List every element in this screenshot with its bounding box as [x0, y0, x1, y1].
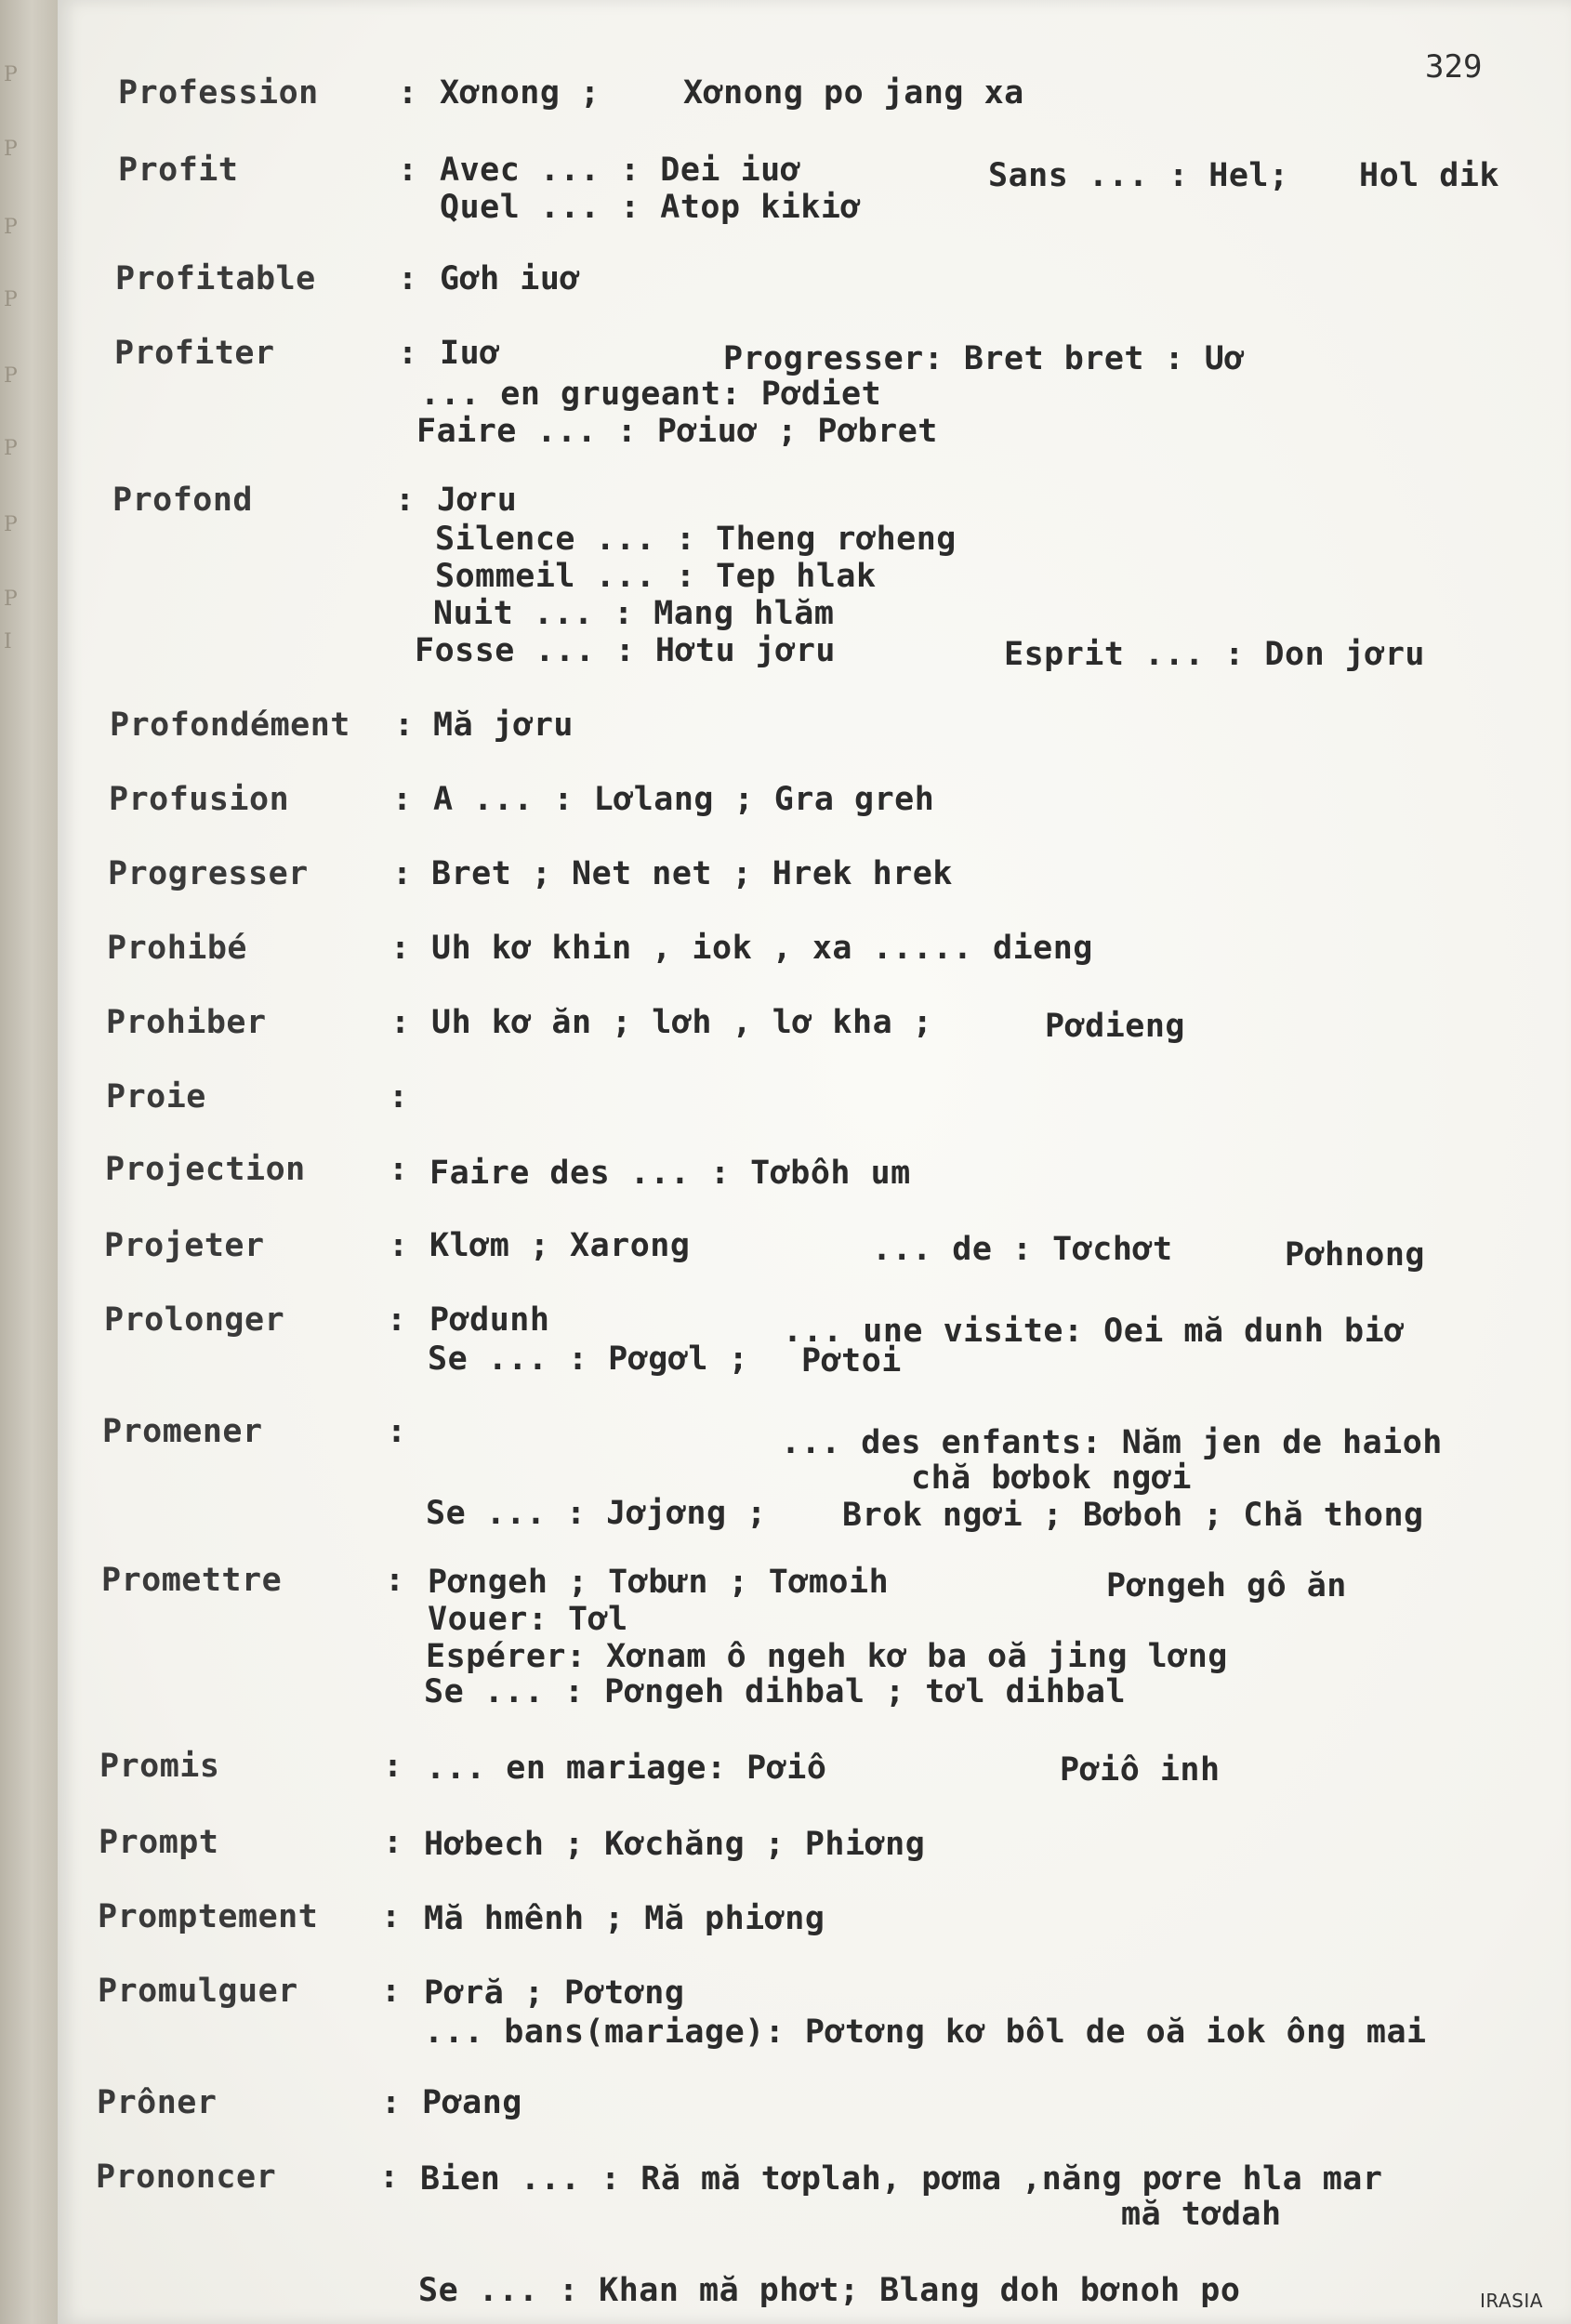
separator-colon: : [381, 2084, 402, 2121]
translation-line: Espérer: Xơnam ô ngeh kơ ba oă jing lơng [426, 1638, 1228, 1675]
separator-colon: : [398, 152, 418, 189]
headword: Prompt [99, 1824, 219, 1861]
margin-letter: P [4, 63, 18, 86]
translation-line: Pơhnong [1285, 1236, 1426, 1274]
translation-line: Sans ... : Hel; [988, 157, 1289, 194]
separator-colon: : [395, 482, 416, 519]
source-watermark: IRASIA [1480, 2290, 1543, 2312]
margin-letter: P [4, 513, 18, 536]
headword: Profit [118, 152, 239, 189]
separator-colon: : [379, 2159, 400, 2196]
separator-colon: : [389, 1078, 409, 1116]
translation-line: ... des enfants: Năm jen de haioh [781, 1424, 1443, 1461]
headword: Profitable [115, 260, 316, 297]
translation-line: Uh kơ ăn ; lơh , lơ kha ; [431, 1004, 933, 1041]
margin-letter: P [4, 216, 18, 239]
separator-colon: : [392, 855, 413, 892]
separator-colon: : [383, 1748, 403, 1785]
margin-letter: P [4, 364, 18, 388]
translation-line: Pơang [422, 2084, 522, 2121]
translation-line: Hol dik [1359, 157, 1500, 194]
page-number: 329 [1425, 48, 1483, 86]
separator-colon: : [398, 74, 418, 112]
margin-letter: P [4, 138, 18, 161]
translation-line: Xơnong ; [440, 74, 601, 112]
translation-line: Xơnong po jang xa [683, 74, 1024, 112]
separator-colon: : [398, 260, 418, 297]
translation-line: Pơră ; Pơtơng [424, 1974, 685, 2012]
separator-colon: : [387, 1301, 407, 1339]
separator-colon: : [381, 1898, 402, 1935]
headword: Proie [106, 1078, 206, 1116]
translation-line: Bret ; Net net ; Hrek hrek [431, 855, 953, 892]
headword: Profondément [110, 706, 350, 744]
translation-line: Pơngeh gô ăn [1106, 1567, 1347, 1604]
headword: Prohiber [106, 1004, 267, 1041]
margin-letter: P [4, 437, 18, 460]
headword: Promis [99, 1748, 220, 1785]
headword: Prohibé [107, 930, 248, 967]
translation-line: Gơh iuơ [440, 260, 581, 297]
translation-line: Mă jơru [433, 706, 574, 744]
translation-line: Sommeil ... : Tep hlak [435, 558, 877, 595]
headword: Promulguer [98, 1973, 298, 2010]
headword: Promettre [101, 1562, 283, 1599]
translation-line: Pơdunh [429, 1301, 550, 1339]
translation-line: ... bans(mariage): Pơtơng kơ bôl de oă iok ông mai [424, 2014, 1427, 2051]
translation-line: Bien ... : Ră mă tơplah, pơma ,năng pơre hla mar [420, 2160, 1383, 2198]
translation-line: Klơm ; Xarong [429, 1227, 691, 1264]
translation-line: Iuơ [440, 335, 500, 372]
margin-letter: P [4, 588, 18, 611]
translation-line: ... en mariage: Pơiô [426, 1750, 827, 1787]
translation-line: Uh kơ khin , iok , xa ..... dieng [431, 930, 1093, 967]
translation-line: Fosse ... : Hơtu jơru [415, 632, 837, 669]
separator-colon: : [387, 1413, 407, 1450]
headword: Prononcer [96, 2159, 277, 2196]
translation-line: Nuit ... : Mang hlăm [433, 595, 835, 632]
separator-colon: : [385, 1562, 405, 1599]
headword: Projeter [104, 1227, 265, 1264]
translation-line: A ... : Lơlang ; Gra greh [433, 781, 935, 818]
translation-line: Se ... : Pơngeh dihbal ; tơl dihbal [424, 1673, 1127, 1710]
separator-colon: : [389, 1151, 409, 1188]
translation-line: Se ... : Khan mă phơt; Blang doh bơnoh po [418, 2272, 1241, 2309]
separator-colon: : [390, 1004, 411, 1041]
headword: Profond [112, 482, 254, 519]
headword: Prôner [97, 2084, 218, 2121]
translation-line: mă tơdah [1121, 2196, 1282, 2233]
translation-line: Pơiô inh [1060, 1751, 1221, 1789]
translation-line: Silence ... : Theng rơheng [435, 521, 957, 558]
headword: Progresser [108, 855, 309, 892]
separator-colon: : [383, 1824, 403, 1861]
translation-line: ... en grugeant: Pơdiet [420, 376, 882, 413]
translation-line: Pơtoi [801, 1342, 902, 1380]
translation-line: Se ... : Jơjơng ; [426, 1495, 767, 1532]
translation-line: Esprit ... : Don jơru [1004, 636, 1426, 673]
headword: Profession [118, 74, 319, 112]
headword: Promener [102, 1413, 263, 1450]
translation-line: Se ... : Pơgơl ; [428, 1340, 749, 1378]
translation-line: Avec ... : Dei iuơ [440, 152, 801, 189]
translation-line: ... de : Tơchơt [872, 1231, 1173, 1268]
headword: Promptement [98, 1898, 319, 1935]
margin-letter: P [4, 288, 18, 311]
headword: Projection [105, 1151, 306, 1188]
separator-colon: : [390, 930, 411, 967]
translation-line: Quel ... : Atop kikiơ [440, 189, 862, 226]
translation-line: Brok ngơi ; Bơboh ; Chă thong [842, 1497, 1424, 1534]
translation-line: Pơngeh ; Tơbưn ; Tơmoih [428, 1564, 890, 1601]
translation-line: Hơbech ; Kơchăng ; Phiơng [424, 1826, 926, 1863]
translation-line: Pơdieng [1045, 1008, 1186, 1045]
translation-line: Jơru [437, 482, 518, 519]
separator-colon: : [389, 1227, 409, 1264]
translation-line: ... une visite: Oei mă dunh biơ [783, 1313, 1405, 1350]
translation-line: Vouer: Tơl [428, 1601, 628, 1638]
separator-colon: : [392, 781, 413, 818]
translation-line: Faire ... : Pơiuơ ; Pơbret [416, 413, 938, 450]
book-binding [0, 0, 59, 2324]
headword: Prolonger [104, 1301, 285, 1339]
separator-colon: : [394, 706, 415, 744]
separator-colon: : [381, 1973, 402, 2010]
headword: Profusion [109, 781, 290, 818]
separator-colon: : [398, 335, 418, 372]
translation-line: Progresser: Bret bret : Uơ [723, 340, 1245, 377]
margin-letter: I [4, 630, 12, 654]
translation-line: Mă hmênh ; Mă phiơng [424, 1900, 825, 1937]
translation-line: Faire des ... : Tơbôh um [429, 1155, 911, 1192]
headword: Profiter [114, 335, 275, 372]
translation-line: chă bơbok ngơi [911, 1459, 1193, 1497]
